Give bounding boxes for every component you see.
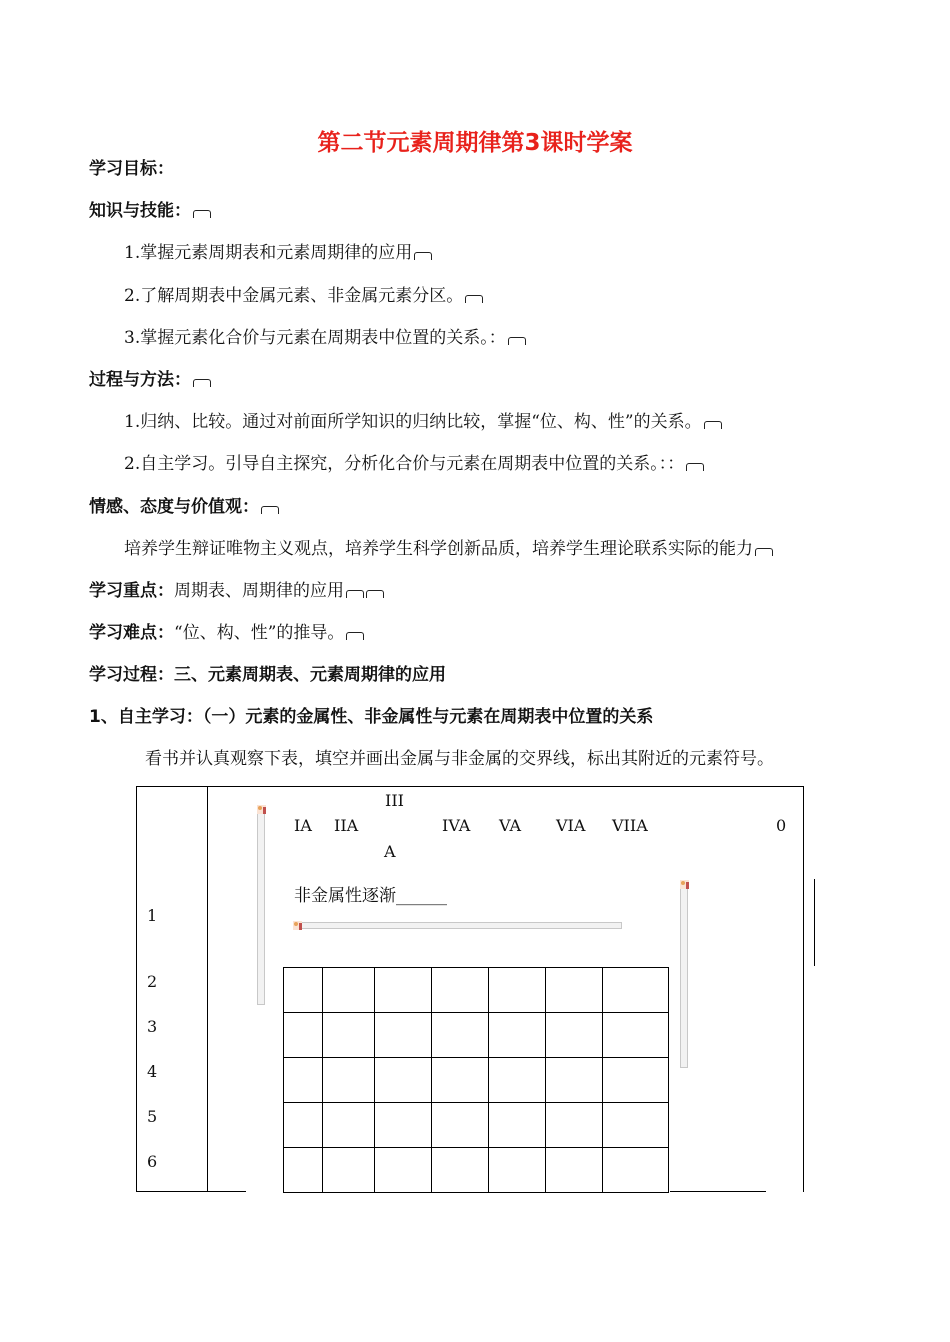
grid-cell[interactable] — [432, 1103, 489, 1148]
period-number: 2 — [147, 972, 158, 991]
grid-cell[interactable] — [375, 968, 432, 1013]
grid-cell[interactable] — [489, 1103, 546, 1148]
grid-cell[interactable] — [375, 1103, 432, 1148]
grid-cell[interactable] — [489, 1148, 546, 1193]
paragraph-mark-icon — [465, 295, 483, 303]
difficulty-row — [89, 622, 364, 644]
key-point-text: 周期表、周期律的应用 — [174, 581, 344, 601]
procedure-line: 学习过程：三、元素周期表、元素周期律的应用 — [89, 665, 446, 685]
paragraph-mark-icon — [704, 421, 722, 429]
grid-cell[interactable] — [432, 1058, 489, 1103]
difficulty-label: 学习难点： — [89, 623, 174, 643]
process-heading-row — [89, 369, 211, 391]
grid-cell[interactable] — [323, 1058, 375, 1103]
grid-cell[interactable] — [375, 1013, 432, 1058]
grid-cell[interactable] — [546, 1058, 603, 1103]
objectives-heading: 学习目标： — [89, 159, 174, 179]
paragraph-mark-icon — [366, 590, 384, 598]
grid-cell[interactable] — [323, 968, 375, 1013]
side-bracket-line — [814, 879, 815, 966]
paragraph-mark-icon — [193, 379, 211, 387]
knowledge-heading: 知识与技能： — [89, 201, 191, 221]
period-number: 6 — [147, 1152, 158, 1171]
table-row — [284, 1013, 669, 1058]
grid-cell[interactable] — [546, 1103, 603, 1148]
knowledge-item-1 — [124, 242, 432, 264]
group-label-viia: VIIA — [612, 816, 648, 835]
process-item-2 — [124, 453, 704, 475]
period-number: 5 — [147, 1107, 158, 1126]
group-label-va: VA — [499, 816, 522, 835]
group-label-zero: 0 — [776, 816, 787, 835]
frame-bottom-line-left — [136, 1191, 246, 1192]
group-label-iia: IIA — [334, 816, 359, 835]
grid-cell[interactable] — [323, 1013, 375, 1058]
table-row — [284, 1148, 669, 1193]
period-number: 4 — [147, 1062, 158, 1081]
knowledge-item-2 — [124, 285, 483, 307]
grid-cell[interactable] — [323, 1103, 375, 1148]
grid-cell[interactable] — [546, 1148, 603, 1193]
process-item-text: 1.归纳、比较。通过对前面所学知识的归纳比较，掌握“位、构、性”的关系。 — [124, 412, 702, 432]
grid-cell[interactable] — [375, 1148, 432, 1193]
grid-cell[interactable] — [603, 1103, 669, 1148]
frame-right-line — [803, 786, 804, 1192]
grid-cell[interactable] — [432, 968, 489, 1013]
paragraph-mark-icon — [508, 337, 526, 345]
image-placeholder-icon — [680, 880, 689, 889]
key-point-label: 学习重点： — [89, 581, 174, 601]
grid-cell[interactable] — [603, 1058, 669, 1103]
emotion-text-row — [124, 538, 773, 560]
grid-cell[interactable] — [323, 1148, 375, 1193]
grid-cell[interactable] — [546, 968, 603, 1013]
grid-cell[interactable] — [432, 1013, 489, 1058]
vertical-arrow-placeholder-left — [257, 806, 265, 1005]
group-label-ia: IA — [294, 816, 312, 835]
table-row — [284, 1058, 669, 1103]
emotion-heading: 情感、态度与价值观： — [89, 497, 259, 517]
key-point-row — [89, 580, 384, 602]
grid-cell[interactable] — [284, 1058, 323, 1103]
group-label-iiia-top: III — [385, 791, 404, 810]
table-row — [284, 1103, 669, 1148]
grid-cell[interactable] — [284, 968, 323, 1013]
knowledge-item-3 — [124, 327, 526, 349]
grid-cell[interactable] — [603, 1013, 669, 1058]
grid-cell[interactable] — [603, 968, 669, 1013]
vertical-arrow-placeholder-right — [680, 882, 688, 1068]
paragraph-mark-icon — [686, 463, 704, 471]
emotion-heading-row — [89, 496, 279, 518]
group-label-via: VIA — [556, 816, 586, 835]
paragraph-mark-icon — [755, 548, 773, 556]
knowledge-item-text: 3.掌握元素化合价与元素在周期表中位置的关系。： — [124, 328, 506, 348]
grid-cell[interactable] — [489, 1058, 546, 1103]
paragraph-mark-icon — [414, 252, 432, 260]
period-number: 3 — [147, 1017, 158, 1036]
grid-cell[interactable] — [284, 1103, 323, 1148]
grid-cell[interactable] — [546, 1013, 603, 1058]
grid-cell[interactable] — [489, 968, 546, 1013]
instruction-text: 看书并认真观察下表，填空并画出金属与非金属的交界线，标出其附近的元素符号。 — [145, 749, 774, 769]
knowledge-item-text: 2.了解周期表中金属元素、非金属元素分区。 — [124, 286, 464, 306]
paragraph-mark-icon — [261, 506, 279, 514]
paragraph-mark-icon — [346, 632, 364, 640]
paragraph-mark-icon — [346, 590, 364, 598]
grid-cell[interactable] — [284, 1148, 323, 1193]
period-number: 1 — [147, 906, 158, 925]
horizontal-arrow-placeholder — [293, 922, 622, 929]
period-column-divider — [207, 786, 208, 1192]
image-placeholder-icon — [293, 921, 302, 930]
knowledge-item-text: 1.掌握元素周期表和元素周期律的应用 — [124, 243, 413, 263]
table-row — [284, 968, 669, 1013]
trend-text: 非金属性逐渐______ — [294, 886, 447, 906]
grid-cell[interactable] — [375, 1058, 432, 1103]
process-item-text: 2.自主学习。引导自主探究，分析化合价与元素在周期表中位置的关系。：： — [124, 454, 685, 474]
frame-left-line — [136, 786, 137, 1192]
paragraph-mark-icon — [193, 210, 211, 218]
frame-top-line — [136, 786, 804, 787]
grid-cell[interactable] — [603, 1148, 669, 1193]
frame-bottom-line-right — [670, 1191, 766, 1192]
self-study-line: 1、自主学习：（一）元素的金属性、非金属性与元素在周期表中位置的关系 — [89, 707, 654, 727]
group-label-iva: IVA — [442, 816, 471, 835]
knowledge-heading-row — [89, 200, 211, 222]
grid-cell[interactable] — [432, 1148, 489, 1193]
image-placeholder-icon — [257, 805, 266, 814]
page-title: 第二节元素周期律第3课时学案 — [317, 130, 633, 156]
grid-cell[interactable] — [489, 1013, 546, 1058]
process-heading: 过程与方法： — [89, 370, 191, 390]
element-grid — [283, 967, 669, 1193]
emotion-text: 培养学生辩证唯物主义观点，培养学生科学创新品质，培养学生理论联系实际的能力 — [124, 539, 753, 559]
process-item-1 — [124, 411, 722, 433]
grid-cell[interactable] — [284, 1013, 323, 1058]
group-label-iiia-bottom: A — [384, 842, 396, 861]
difficulty-text: “位、构、性”的推导。 — [174, 623, 345, 643]
